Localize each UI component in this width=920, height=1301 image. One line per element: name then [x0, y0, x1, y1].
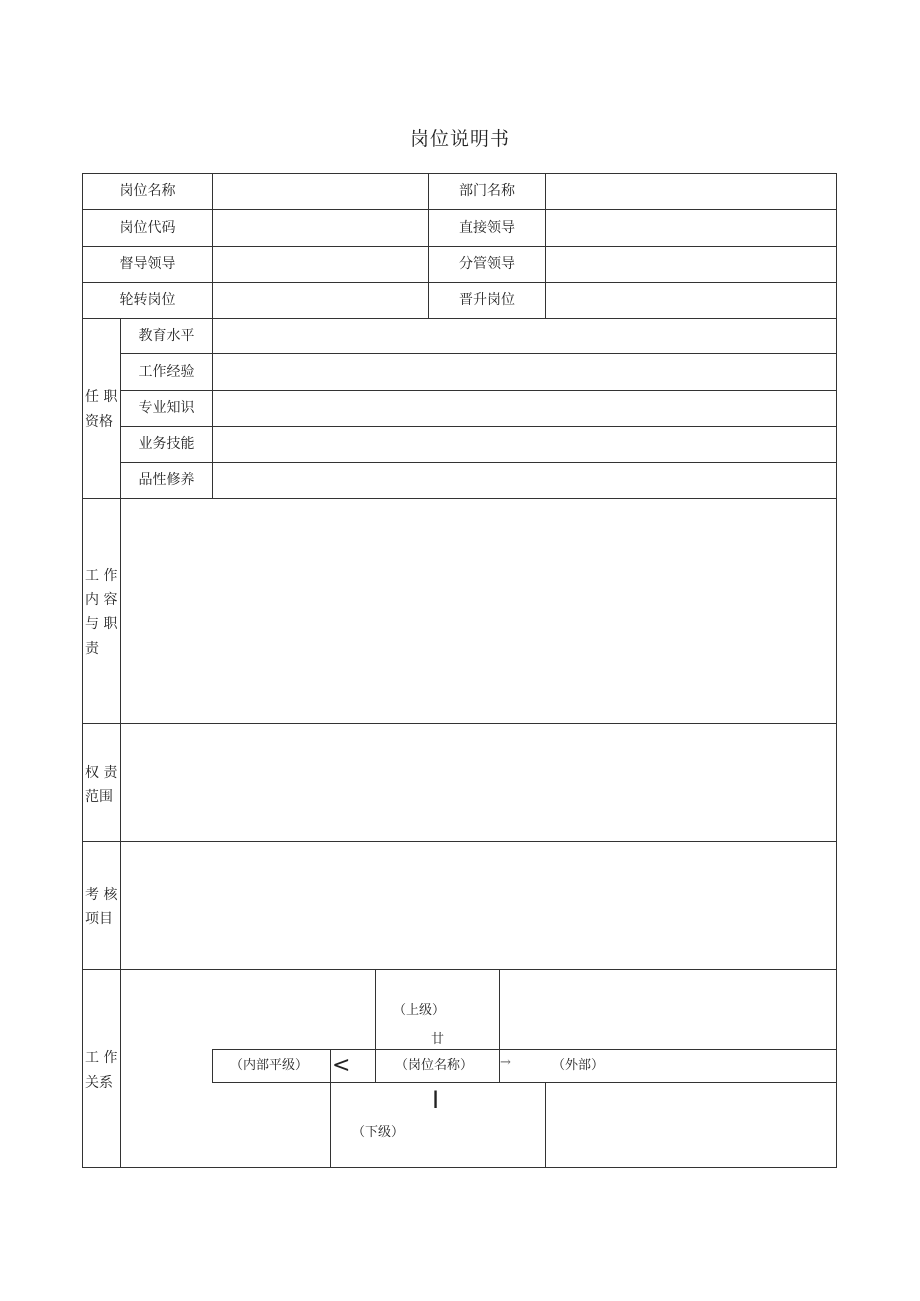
duties-label-line4: 责 — [85, 641, 99, 657]
diagram-line — [212, 1049, 213, 1083]
position-name-label: 岗位名称 — [119, 183, 176, 199]
relations-label-line2: 关系 — [85, 1075, 113, 1091]
relations-label-line1: 工 作 — [85, 1050, 118, 1066]
table-border-top — [82, 173, 837, 174]
promotion-position-label: 晋升岗位 — [459, 292, 515, 308]
section-divider — [82, 498, 837, 499]
row-divider — [82, 246, 837, 247]
row-divider — [120, 353, 837, 354]
row-divider — [82, 282, 837, 283]
character-label: 品性修养 — [138, 472, 195, 488]
diagram-line — [375, 969, 376, 1083]
business-skills-label: 业务技能 — [138, 436, 195, 452]
direct-leader-label: 直接领导 — [459, 220, 515, 236]
row-divider — [120, 462, 837, 463]
right-arrow-glyph: → — [500, 1055, 511, 1070]
section-divider — [82, 841, 837, 842]
col-divider — [212, 318, 213, 499]
position-code-label: 岗位代码 — [119, 220, 176, 236]
table-border-left — [82, 173, 83, 1168]
row-divider — [120, 390, 837, 391]
professional-knowledge-label: 专业知识 — [138, 400, 195, 416]
table-border-bottom — [82, 1167, 837, 1168]
qualification-label-line1: 任 职 — [85, 389, 118, 405]
rotation-position-label: 轮转岗位 — [119, 292, 176, 308]
diagram-line — [545, 1082, 546, 1168]
education-label: 教育水平 — [138, 328, 195, 344]
internal-peer-label: （内部平级） — [230, 1058, 309, 1073]
diagram-line — [212, 1082, 837, 1083]
row-divider — [82, 209, 837, 210]
assessment-label-line2: 项目 — [85, 911, 113, 927]
authority-label-line2: 范围 — [85, 789, 113, 805]
up-arrow-glyph: 廿 — [431, 1032, 445, 1047]
subordinate-label: （下级） — [352, 1125, 405, 1140]
charge-leader-label: 分管领导 — [459, 256, 515, 272]
diagram-line — [330, 1049, 331, 1168]
diagram-line — [212, 1049, 837, 1050]
col-divider — [212, 173, 213, 319]
duties-label-line1: 工 作 — [85, 568, 118, 584]
superior-label: （上级） — [393, 1003, 446, 1018]
experience-label: 工作经验 — [138, 364, 195, 380]
qualification-label-line2: 资格 — [85, 414, 113, 430]
department-name-label: 部门名称 — [459, 183, 515, 199]
table-border-right — [836, 173, 837, 1168]
duties-label-line2: 内 容 — [85, 592, 118, 608]
page-title: 岗位说明书 — [409, 128, 510, 150]
down-arrow-glyph: I — [432, 1086, 440, 1114]
supervising-leader-label: 督导领导 — [119, 256, 176, 272]
left-arrow-glyph: < — [332, 1053, 351, 1078]
row-divider — [120, 426, 837, 427]
external-label: （外部） — [552, 1058, 605, 1073]
col-divider — [545, 173, 546, 319]
position-name-node: （岗位名称） — [395, 1058, 474, 1073]
assessment-label-line1: 考 核 — [85, 887, 118, 903]
authority-label-line1: 权 责 — [85, 765, 118, 781]
duties-label-line3: 与 职 — [85, 616, 118, 632]
row-divider — [82, 318, 837, 319]
section-divider — [82, 723, 837, 724]
section-divider — [82, 969, 837, 970]
